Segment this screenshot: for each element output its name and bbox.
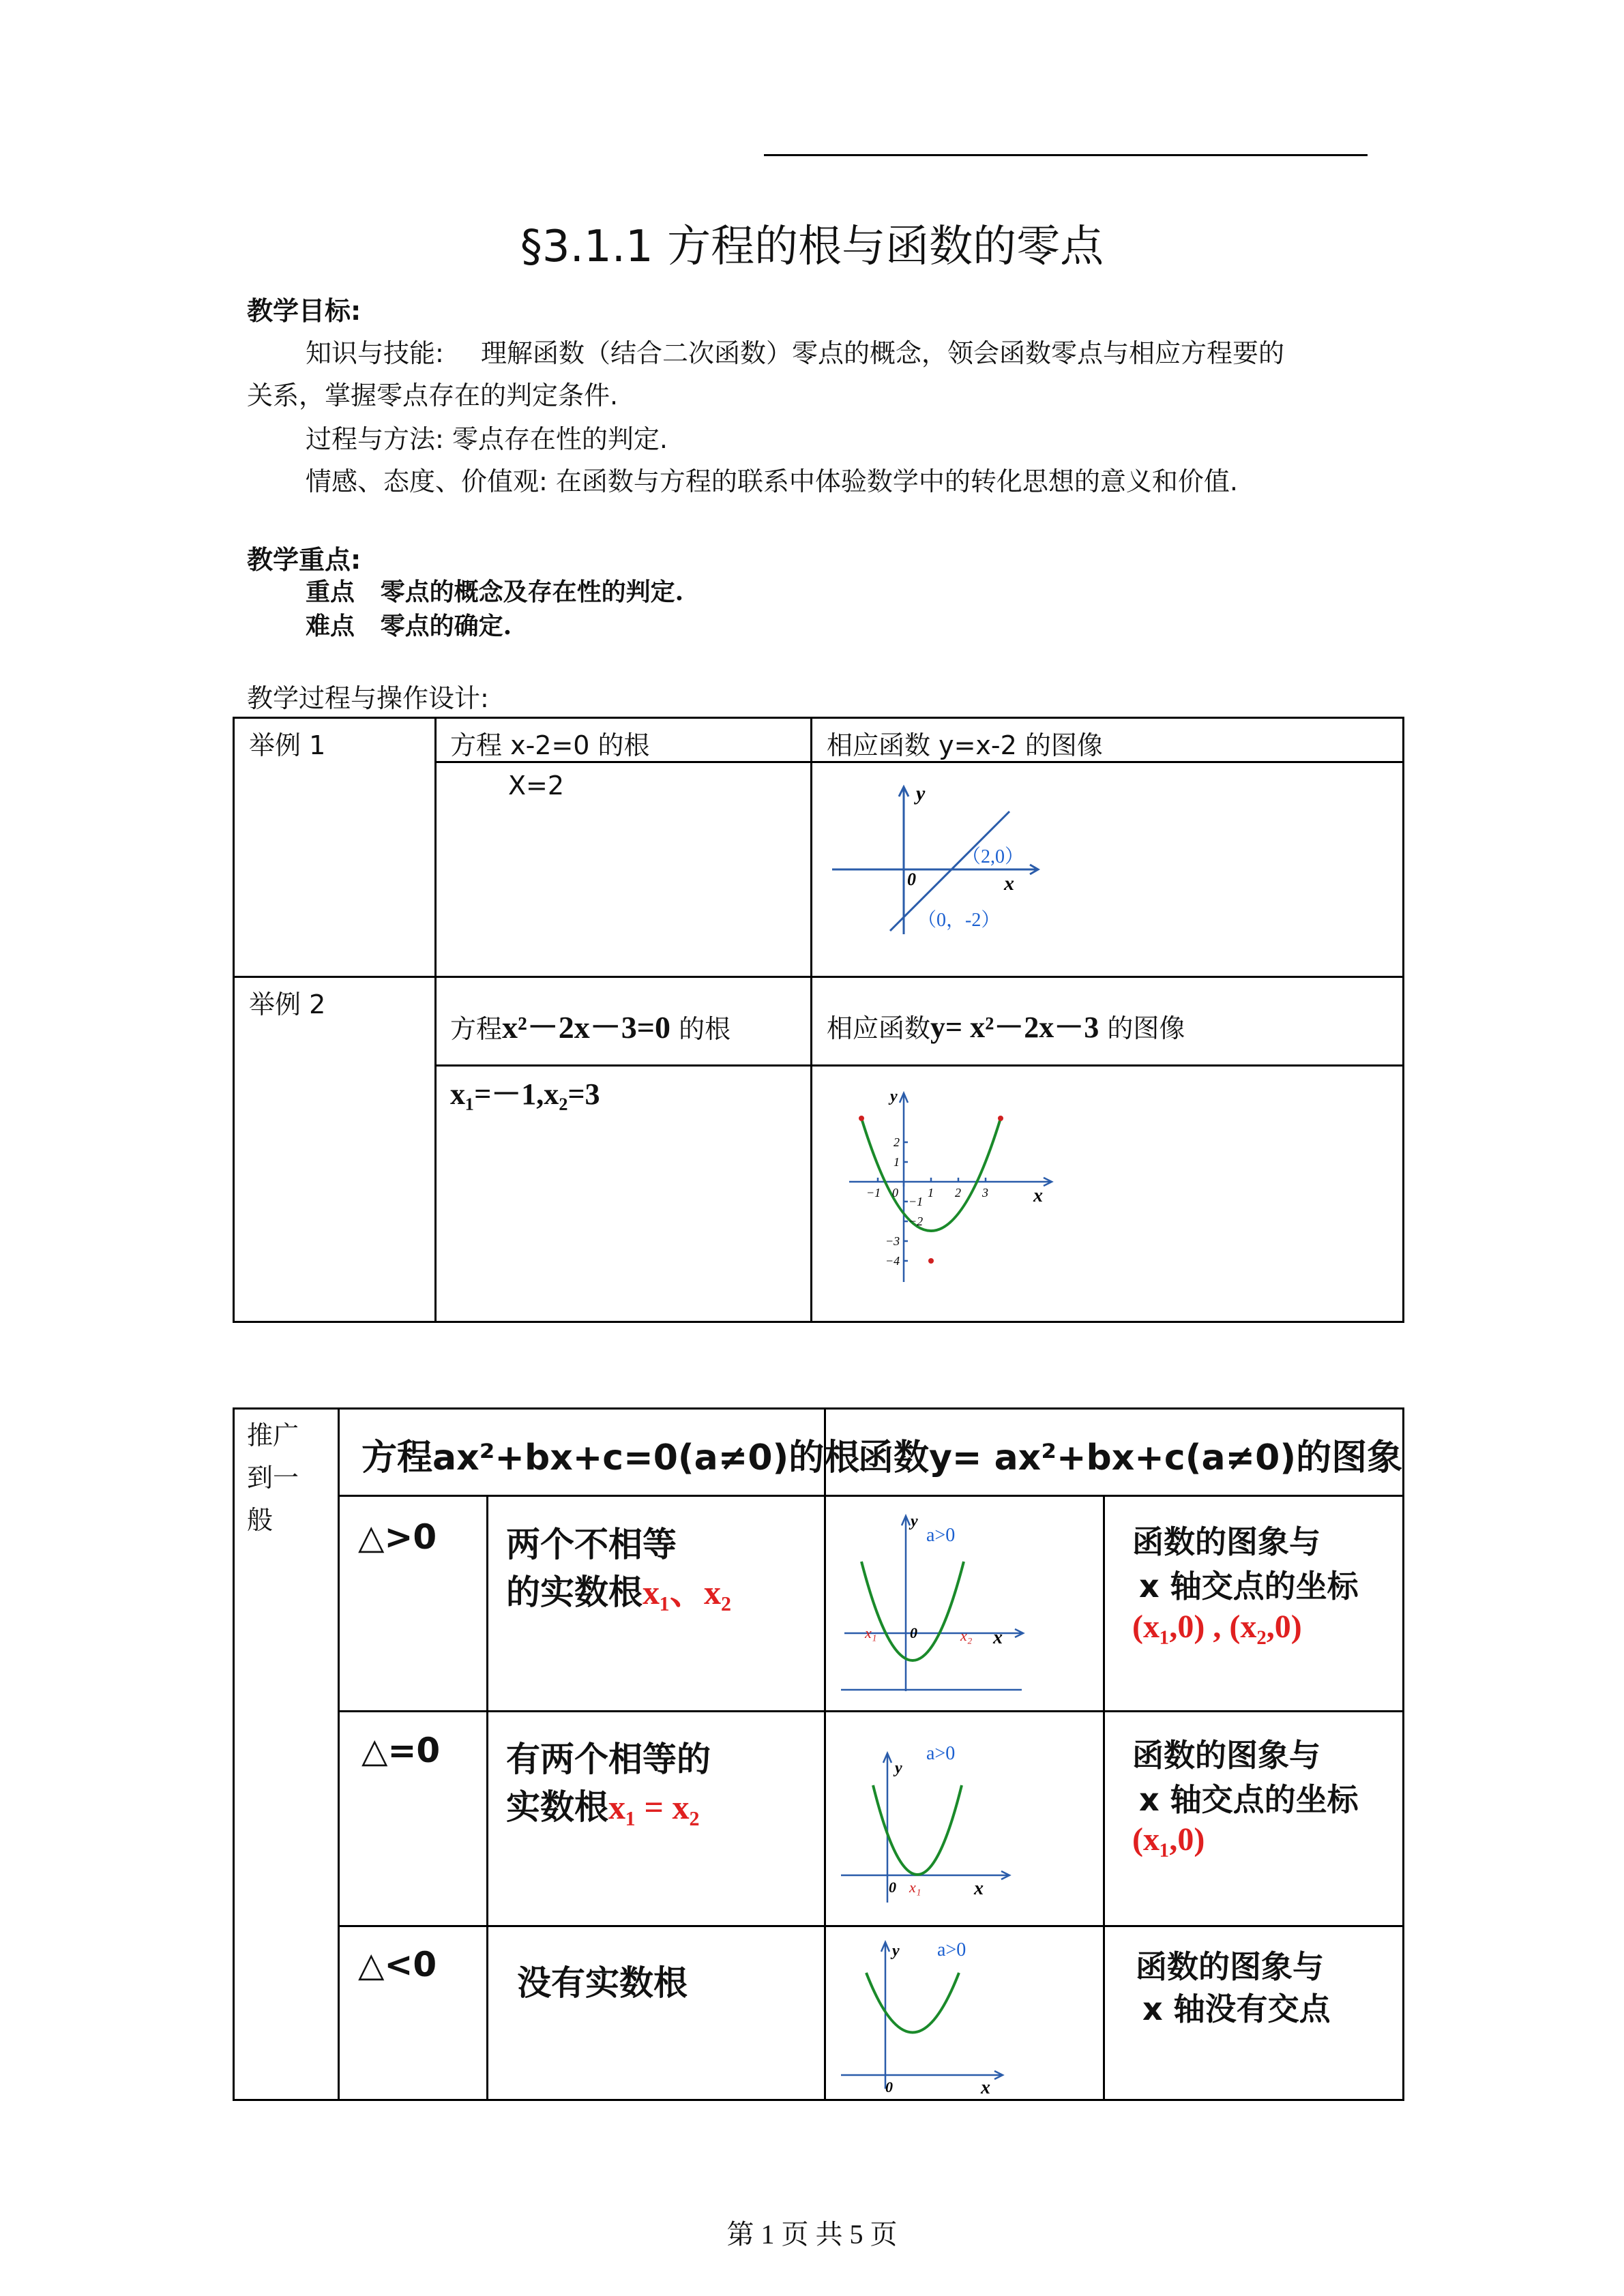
example2-y-label: y: [890, 1088, 898, 1105]
row2-x1-label: x₁: [909, 1879, 921, 1896]
process-heading: 教学过程与操作设计:: [247, 683, 489, 713]
row3-result-2: x 轴没有交点: [1142, 1991, 1331, 2027]
tick-y-neg1: −1: [909, 1195, 924, 1208]
row1-x-label: x: [993, 1627, 1003, 1648]
tick-x-1: 1: [928, 1186, 934, 1199]
example1-origin-label: 0: [907, 869, 916, 889]
example1-y-label: y: [916, 782, 926, 805]
row3-graph: [838, 1935, 1035, 2096]
example1-equation-header: 方程 x-2=0 的根: [450, 730, 650, 760]
delta-positive: △>0: [358, 1517, 437, 1557]
delta-negative: △<0: [358, 1945, 437, 1984]
row1-x1-label: x₁: [865, 1624, 877, 1641]
goals-heading: 教学目标:: [247, 296, 361, 326]
key-focus: 重点 零点的概念及存在性的判定.: [306, 578, 684, 606]
general-function-header: 函数y= ax²+bx+c(a≠0)的图象: [858, 1437, 1403, 1478]
example2-x-label: x: [1033, 1185, 1043, 1206]
row1-root-text-2: 的实数根x₁、x₂: [506, 1572, 731, 1612]
row1-result-2: x 轴交点的坐标: [1139, 1568, 1359, 1605]
row3-origin-label: 0: [885, 2078, 893, 2096]
page-title: §3.1.1 方程的根与函数的零点: [520, 222, 1104, 272]
goal-knowledge-text: 理解函数（结合二次函数）零点的概念，领会函数零点与相应方程要的: [481, 338, 1285, 368]
row1-root-text-1: 两个不相等: [506, 1525, 677, 1564]
tick-x-2: 2: [955, 1186, 961, 1199]
name-underline: [764, 154, 1368, 156]
row2-result-3: (x₁,0): [1132, 1821, 1205, 1858]
row1-roots-x1-x2: x₁、x₂: [643, 1573, 731, 1611]
row2-root-text-2: 实数根x₁ = x₂: [506, 1787, 700, 1827]
example1-root: X=2: [508, 771, 565, 801]
example2-equation-header: 方程x²－2x－3=0 的根: [450, 1010, 731, 1045]
tick-y-2: 2: [894, 1135, 900, 1149]
goal-knowledge-label: 知识与技能:: [306, 338, 444, 368]
row2-root-text-1: 有两个相等的: [506, 1740, 711, 1779]
example2-equation: x²－2x－3=0: [502, 1010, 671, 1045]
tick-x-0: 0: [892, 1186, 898, 1199]
tick-x-neg1: −1: [866, 1186, 881, 1199]
row3-a-positive-label: a>0: [937, 1939, 966, 1960]
row1-result-1: 函数的图象与: [1132, 1523, 1320, 1560]
example1-x-label: x: [1004, 872, 1014, 895]
row2-origin-label: 0: [889, 1879, 896, 1896]
example2-parabola-graph: [846, 1084, 1071, 1289]
example2-label: 举例 2: [249, 989, 326, 1019]
row2-y-label: y: [895, 1759, 902, 1777]
row1-a-positive-label: a>0: [926, 1525, 956, 1546]
row2-graph: [838, 1724, 1035, 1915]
general-label: 推广到一般: [247, 1420, 299, 1535]
row1-graph: [838, 1507, 1035, 1698]
row2-result-1: 函数的图象与: [1132, 1737, 1320, 1774]
row1-y-label: y: [911, 1512, 918, 1530]
example1-point-2-0: （2,0）: [962, 846, 1024, 867]
row2-x-label: x: [974, 1878, 984, 1899]
example1-function-header: 相应函数 y=x-2 的图像: [827, 730, 1103, 760]
tick-y-neg4: −4: [885, 1254, 900, 1268]
row1-origin-label: 0: [910, 1624, 917, 1641]
tick-y-1: 1: [894, 1155, 900, 1169]
row3-result-1: 函数的图象与: [1136, 1948, 1324, 1985]
row2-a-positive-label: a>0: [926, 1743, 956, 1764]
row3-root-text-1: 没有实数根: [517, 1963, 688, 2003]
goal-emotion: 情感、态度、价值观: 在函数与方程的联系中体验数学中的转化思想的意义和价值.: [306, 466, 1238, 496]
row3-x-label: x: [981, 2077, 990, 2096]
tick-y-neg2: −2: [909, 1214, 924, 1228]
key-difficulty: 难点 零点的确定.: [306, 612, 512, 640]
goal-knowledge-cont: 关系，掌握零点存在的判定条件.: [247, 381, 619, 411]
example2-function-header: 相应函数y= x²－2x－3 的图像: [827, 1011, 1185, 1044]
example2-roots: x₁=－1,x₂=3: [450, 1077, 600, 1111]
row1-result-3: (x₁,0) , (x₂,0): [1132, 1609, 1302, 1645]
row3-y-label: y: [892, 1942, 900, 1960]
example1-line-graph: [825, 777, 1050, 941]
row1-x2-label: x₂: [960, 1627, 973, 1644]
row2-equal-roots: x₁ = x₂: [608, 1788, 700, 1826]
example2-function: y= x²－2x－3: [930, 1011, 1099, 1044]
page-footer: 第 1 页 共 5 页: [726, 2219, 898, 2250]
tick-y-neg3: −3: [885, 1234, 900, 1248]
tick-x-3: 3: [982, 1186, 988, 1199]
example1-point-0-neg2: （0，-2）: [917, 910, 1001, 931]
general-equation-header: 方程ax²+bx+c=0(a≠0)的根: [361, 1437, 860, 1478]
delta-zero: △=0: [361, 1731, 441, 1770]
goal-process: 过程与方法: 零点存在性的判定.: [306, 424, 668, 454]
row2-result-2: x 轴交点的坐标: [1139, 1781, 1359, 1818]
goal-knowledge: [306, 332, 1284, 370]
example1-label: 举例 1: [249, 730, 326, 760]
key-points-heading: 教学重点:: [247, 545, 361, 575]
